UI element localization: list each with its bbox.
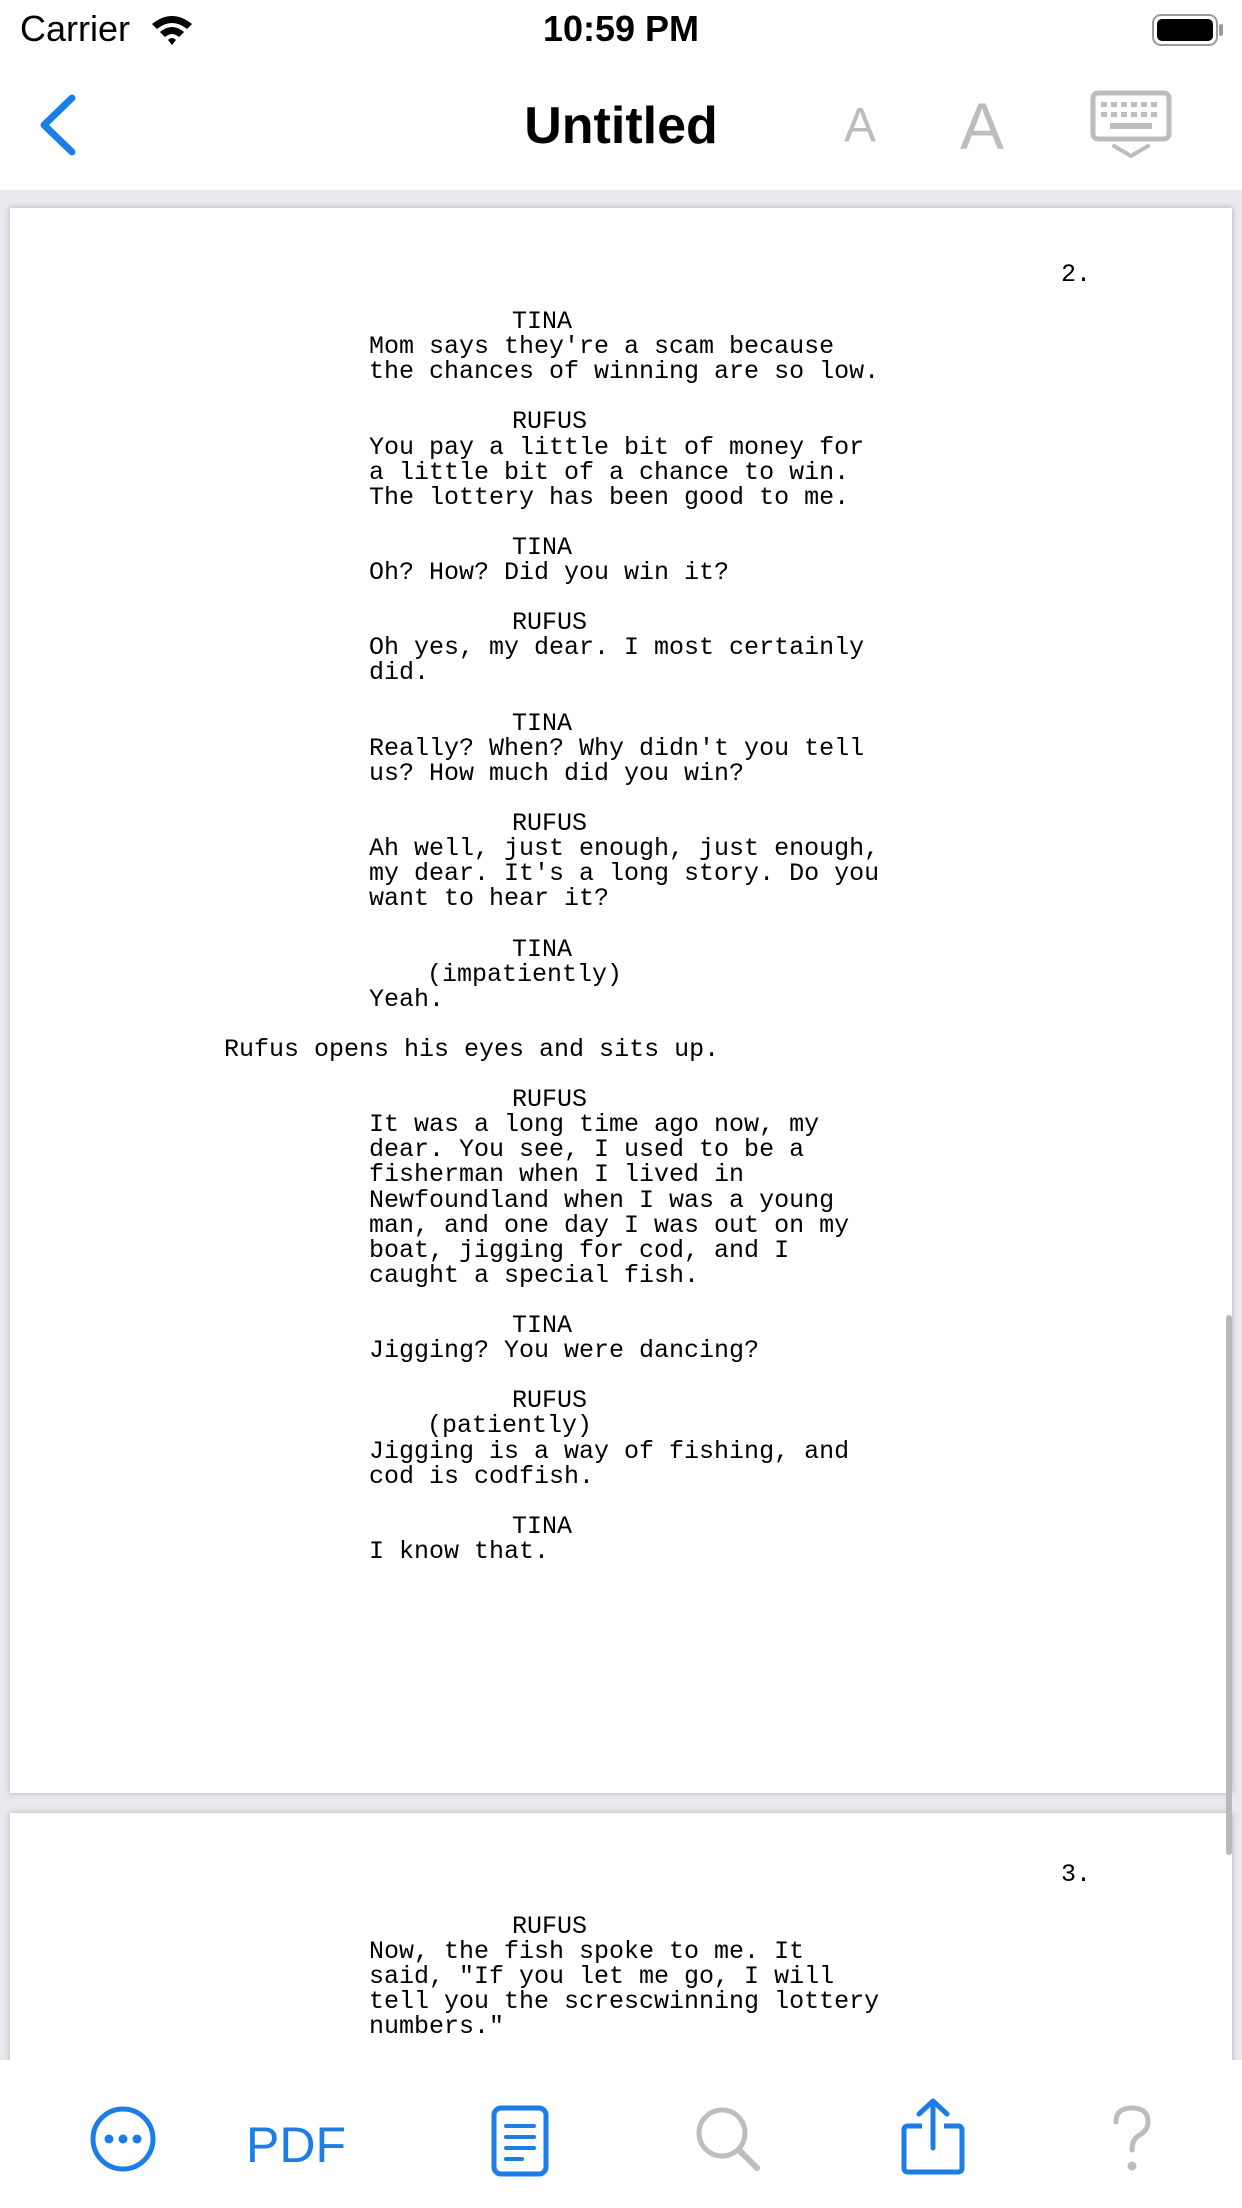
- dialogue-line: You pay a little bit of money for: [369, 432, 865, 462]
- share-button[interactable]: [900, 2096, 966, 2181]
- dialogue-line: did.: [369, 658, 430, 688]
- more-icon: [88, 2104, 158, 2174]
- dialogue-line: man, and one day I was out on my: [369, 1210, 850, 1240]
- parenthetical: (patiently): [427, 1411, 593, 1441]
- page-number: 2.: [1061, 260, 1092, 289]
- dialogue-line: tell you the screscwinning lottery: [369, 1987, 880, 2017]
- character-name: RUFUS: [512, 1912, 588, 1941]
- dialogue-line: numbers.": [369, 2012, 505, 2042]
- help-icon: [1110, 2104, 1154, 2176]
- character-name: TINA: [512, 532, 573, 562]
- script-page[interactable]: [10, 208, 1232, 1793]
- character-name: RUFUS: [512, 608, 588, 638]
- parenthetical: (impatiently): [427, 959, 623, 989]
- character-name: TINA: [512, 934, 573, 964]
- character-name: RUFUS: [512, 1085, 588, 1115]
- help-button[interactable]: [1110, 2104, 1154, 2181]
- status-bar: [0, 0, 1242, 60]
- dialogue-line: my dear. It's a long story. Do you: [369, 859, 880, 889]
- battery-icon: [1152, 13, 1226, 52]
- increase-font-button[interactable]: A: [960, 89, 1005, 163]
- keyboard-icon: [1090, 90, 1172, 162]
- character-name: TINA: [512, 307, 573, 336]
- dialogue-line: dear. You see, I used to be a: [369, 1135, 805, 1165]
- dialogue-line: Mom says they're a scam because: [369, 332, 835, 362]
- dialogue-line: a little bit of a chance to win.: [369, 457, 850, 487]
- character-name: RUFUS: [512, 407, 588, 437]
- share-icon: [900, 2096, 966, 2176]
- dialogue-line: the chances of winning are so low.: [369, 357, 880, 387]
- dialogue-line: Yeah.: [369, 984, 445, 1014]
- dialogue-line: Jigging? You were dancing?: [369, 1336, 760, 1366]
- dialogue-line: Oh? How? Did you win it?: [369, 558, 730, 587]
- character-name: RUFUS: [512, 809, 588, 838]
- dialogue-line: want to hear it?: [369, 884, 610, 914]
- document-icon: [490, 2104, 550, 2178]
- dialogue-line: Now, the fish spoke to me. It: [369, 1937, 805, 1967]
- scroll-indicator[interactable]: [1226, 1315, 1232, 1855]
- more-button[interactable]: [88, 2104, 158, 2179]
- search-button[interactable]: [693, 2104, 763, 2179]
- dialogue-line: Ah well, just enough, just enough,: [369, 834, 880, 864]
- page-number: 3.: [1061, 1860, 1092, 1889]
- dialogue-line: said, "If you let me go, I will: [369, 1962, 835, 1992]
- dialogue-line: Newfoundland when I was a young: [369, 1185, 835, 1215]
- dialogue-line: I know that.: [369, 1536, 550, 1566]
- dialogue-line: It was a long time ago now, my: [369, 1110, 820, 1140]
- pdf-button[interactable]: PDF: [246, 2117, 346, 2173]
- dialogue-line: boat, jigging for cod, and I: [369, 1235, 790, 1265]
- character-name: RUFUS: [512, 1386, 588, 1416]
- character-name: TINA: [512, 708, 573, 738]
- script-page[interactable]: [10, 1813, 1232, 2060]
- dialogue-line: cod is codfish.: [369, 1461, 595, 1491]
- document-scroll-area[interactable]: [0, 190, 1242, 2060]
- dialogue-line: Really? When? Why didn't you tell: [369, 733, 865, 763]
- character-name: TINA: [512, 1511, 573, 1541]
- clock-label: 10:59 PM: [542, 8, 700, 49]
- keyboard-toggle-button[interactable]: [1090, 90, 1172, 167]
- dialogue-line: caught a special fish.: [369, 1260, 700, 1290]
- action-line: Rufus opens his eyes and sits up.: [224, 1034, 720, 1064]
- dialogue-line: fisherman when I lived in: [369, 1160, 745, 1190]
- document-button[interactable]: [490, 2104, 550, 2183]
- carrier-label: Carrier: [20, 8, 131, 49]
- dialogue-line: Jigging is a way of fishing, and: [369, 1436, 850, 1466]
- bottom-toolbar: [0, 2060, 1242, 2208]
- dialogue-line: The lottery has been good to me.: [369, 482, 850, 512]
- decrease-font-button[interactable]: A: [844, 99, 877, 152]
- character-name: TINA: [512, 1311, 573, 1340]
- page-title: Untitled: [524, 97, 718, 155]
- dialogue-line: us? How much did you win?: [369, 758, 745, 788]
- search-icon: [693, 2104, 763, 2174]
- dialogue-line: Oh yes, my dear. I most certainly: [369, 633, 865, 663]
- navigation-bar: [0, 60, 1242, 190]
